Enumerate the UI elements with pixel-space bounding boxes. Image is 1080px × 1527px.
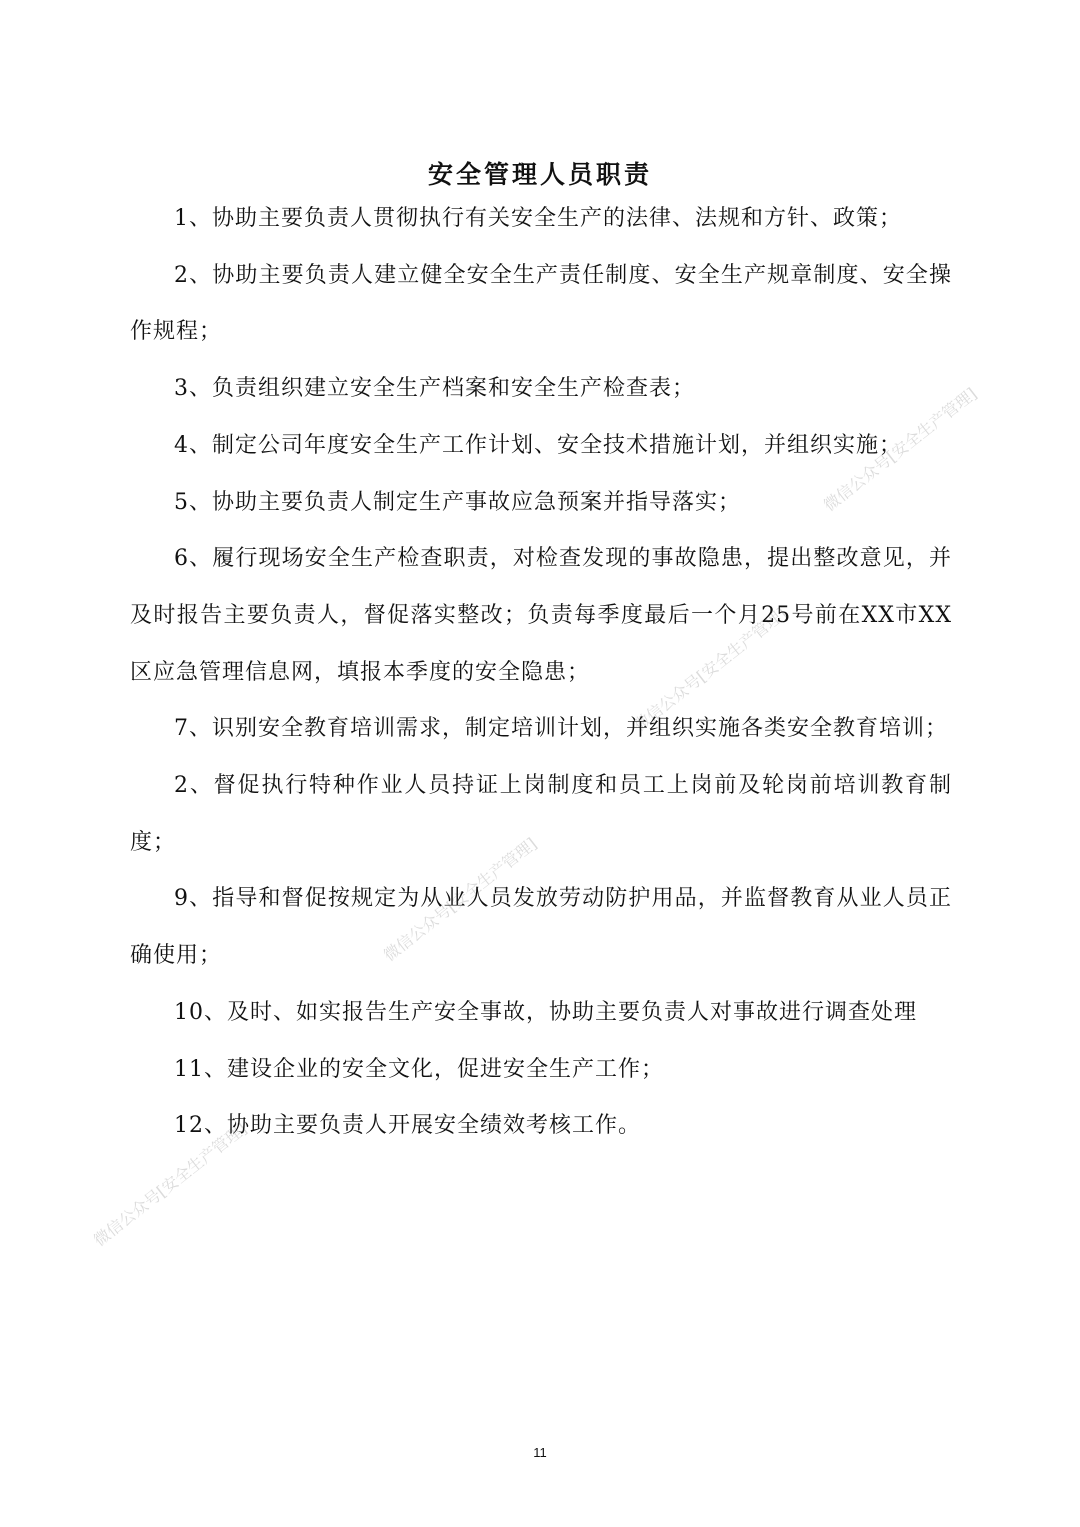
duty-item-7: 7、识别安全教育培训需求，制定培训计划，并组织实施各类安全教育培训； — [174, 716, 948, 742]
duty-item-1: 1、协助主要负责人贯彻执行有关安全生产的法律、法规和方针、政策； — [174, 206, 902, 231]
document-title: 安全管理人员职责 — [427, 159, 652, 189]
duty-item-3: 3、负责组织建立安全生产档案和安全生产检查表； — [174, 376, 695, 402]
duty-item-2: 2、协助主要负责人建立健全安全生产责任制度、安全生产规章制度、安全操作规程； — [130, 262, 952, 345]
watermark: 微信公众号[安全生产管理] — [820, 383, 981, 515]
page-number: 11 — [533, 1445, 547, 1460]
duty-item-11: 11、建设企业的安全文化，促进安全生产工作； — [174, 1056, 664, 1082]
duty-item-10: 10、及时、如实报告生产安全事故，协助主要负责人对事故进行调查处理 — [174, 999, 917, 1025]
duty-item-12: 12、协助主要负责人开展安全绩效考核工作。 — [174, 1113, 641, 1139]
watermark: 微信公众号[安全生产管理] — [380, 833, 541, 965]
duty-item-4: 4、制定公司年度安全生产工作计划、安全技术措施计划，并组织实施； — [174, 432, 902, 458]
duty-item-6: 6、履行现场安全生产检查职责，对检查发现的事故隐患，提出整改意见，并及时报告主要负责人，督促落实整改；负责每季度最后一个月25号前在XX市XX区应急管理信息网，填报本季度的安全隐患； — [130, 546, 952, 685]
duty-item-5: 5、协助主要负责人制定生产事故应急预案并指导落实； — [174, 489, 741, 515]
duty-item-8: 2、督促执行特种作业人员持证上岗制度和员工上岗前及轮岗前培训教育制度； — [130, 773, 952, 855]
watermark: 微信公众号[安全生产管理] — [90, 1118, 251, 1250]
duty-item-9: 9、指导和督促按规定为从业人员发放劳动防护用品，并监督教育从业人员正确使用； — [130, 886, 952, 969]
duty-list — [130, 191, 952, 1155]
watermark: 微信公众号[安全生产管理] — [630, 603, 791, 735]
